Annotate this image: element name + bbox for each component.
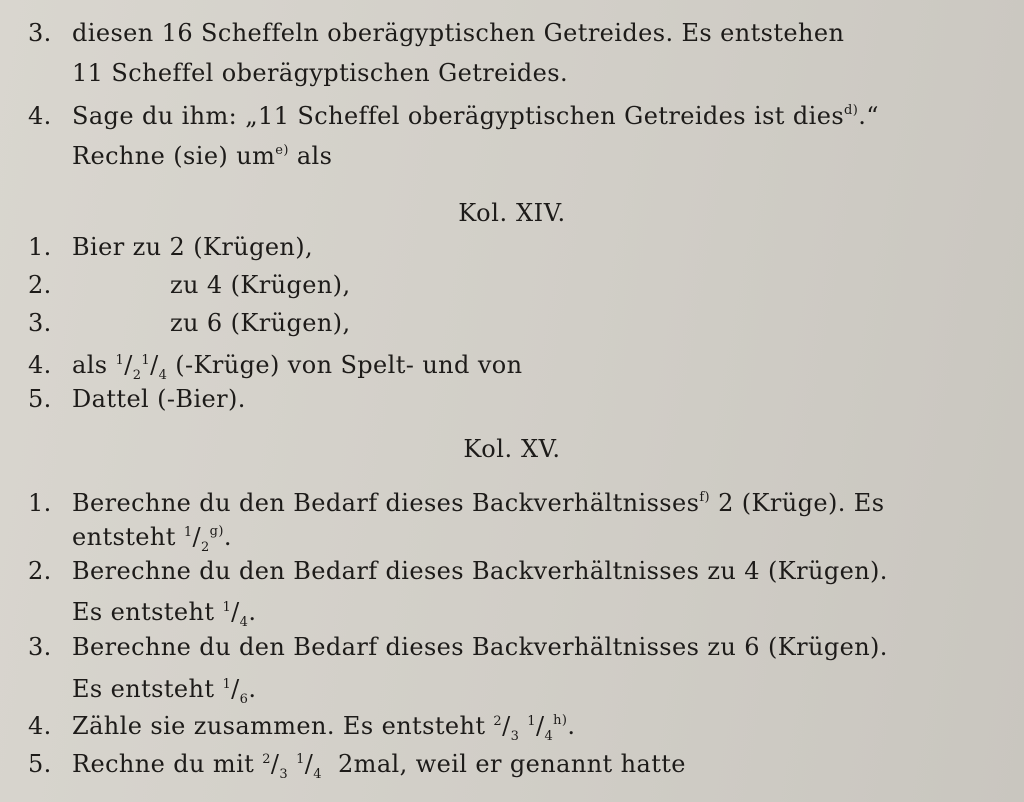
- line-text: Berechne du den Bedarf dieses Backverhältnisses: [72, 489, 700, 517]
- line-text: zu 6 (Krügen),: [170, 309, 351, 337]
- line-text: (-Krüge) von Spelt- und von: [175, 351, 523, 379]
- line-text: zu 4 (Krügen),: [170, 271, 351, 299]
- line-a4-continuation: [72, 136, 332, 171]
- line-text: Rechne (sie) um: [72, 142, 276, 170]
- line-text: 11 Scheffel oberägyptischen Getreides.: [72, 59, 568, 87]
- fraction-two-thirds: $^2/_3$: [262, 750, 289, 782]
- line-number: 1.: [28, 233, 52, 261]
- line-number: 4.: [28, 351, 52, 379]
- kol-xv-line-2: [28, 556, 888, 586]
- kol-xv-line-2-continuation: Es entsteht $^1/_4$.: [72, 598, 257, 630]
- kol-xiv-line-3: [28, 308, 350, 338]
- line-text: Sage du ihm: „11 Scheffel oberägyptischen Getreides ist dies: [72, 102, 845, 130]
- fraction-one-half: $^1/_2$: [115, 351, 142, 383]
- line-text: Es entsteht: [72, 675, 215, 703]
- footnote-marker: h): [553, 713, 568, 728]
- line-text: als: [72, 351, 108, 379]
- line-number: 3.: [28, 633, 52, 661]
- kol-xiv-line-2: [28, 270, 350, 300]
- line-text: Zähle sie zusammen. Es entsteht: [72, 712, 486, 740]
- fraction-one-quarter: $^1/_4$: [222, 598, 249, 630]
- fraction-one-quarter: $^1/_4$: [141, 351, 168, 383]
- line-text: entsteht: [72, 523, 176, 551]
- line-text: Dattel (-Bier).: [72, 385, 246, 413]
- fraction-one-sixth: $^1/_6$: [222, 675, 249, 707]
- line-a3-continuation: [72, 58, 568, 88]
- fraction-one-half: $^1/_2$: [183, 523, 210, 555]
- line-text: als: [296, 142, 333, 170]
- line-number: 4.: [28, 712, 52, 740]
- footnote-marker: d): [844, 103, 859, 118]
- kol-xv-line-1: [28, 483, 884, 518]
- line-number: 3.: [28, 309, 52, 337]
- line-text: Bier zu 2 (Krügen),: [72, 233, 314, 261]
- line-text: 2mal, weil er genannt hatte: [338, 750, 686, 778]
- kol-xv-line-3: [28, 632, 888, 662]
- line-number: 5.: [28, 385, 52, 413]
- kol-xiv-line-1: [28, 232, 313, 262]
- line-number: 1.: [28, 489, 52, 517]
- kol-xv-line-5: [28, 745, 686, 790]
- line-text: Es entsteht: [72, 598, 215, 626]
- line-a4: [28, 96, 879, 131]
- line-text: Berechne du den Bedarf dieses Backverhältnisses zu 4 (Krügen).: [72, 557, 888, 585]
- line-number: 5.: [28, 750, 52, 778]
- footnote-marker: g): [209, 524, 224, 539]
- heading-kol-xv: Kol. XV.: [463, 435, 561, 463]
- footnote-marker: e): [275, 143, 289, 158]
- kol-xv-line-1-continuation: entsteht $^1/_2^{g)}$.: [72, 523, 232, 555]
- line-text: Rechne du mit: [72, 750, 255, 778]
- fraction-two-thirds: $^2/_3$: [493, 712, 520, 744]
- line-a3: [28, 18, 844, 48]
- kol-xiv-line-5: [28, 384, 246, 414]
- fraction-one-quarter: $^1/_4$: [296, 750, 322, 782]
- heading-kol-xiv: Kol. XIV.: [458, 199, 566, 227]
- line-text-end: 2 (Krüge). Es: [718, 489, 885, 517]
- kol-xv-line-4: 4. Zähle sie zusammen. Es entsteht $^2/_3$ $^1/_4^{h)}$.: [28, 712, 576, 744]
- footnote-marker: f): [699, 490, 711, 505]
- line-text: Berechne du den Bedarf dieses Backverhältnisses zu 6 (Krügen).: [72, 633, 888, 661]
- fraction-one-quarter: $^1/_4$: [527, 712, 554, 744]
- line-number: 2.: [28, 557, 52, 585]
- kol-xv-line-3-continuation: Es entsteht $^1/_6$.: [72, 675, 257, 707]
- line-text-end: .“: [858, 102, 879, 130]
- line-number: 2.: [28, 271, 52, 299]
- line-text: diesen 16 Scheffeln oberägyptischen Getreides. Es entstehen: [72, 19, 845, 47]
- line-number: 3.: [28, 19, 52, 47]
- line-number: 4.: [28, 102, 52, 130]
